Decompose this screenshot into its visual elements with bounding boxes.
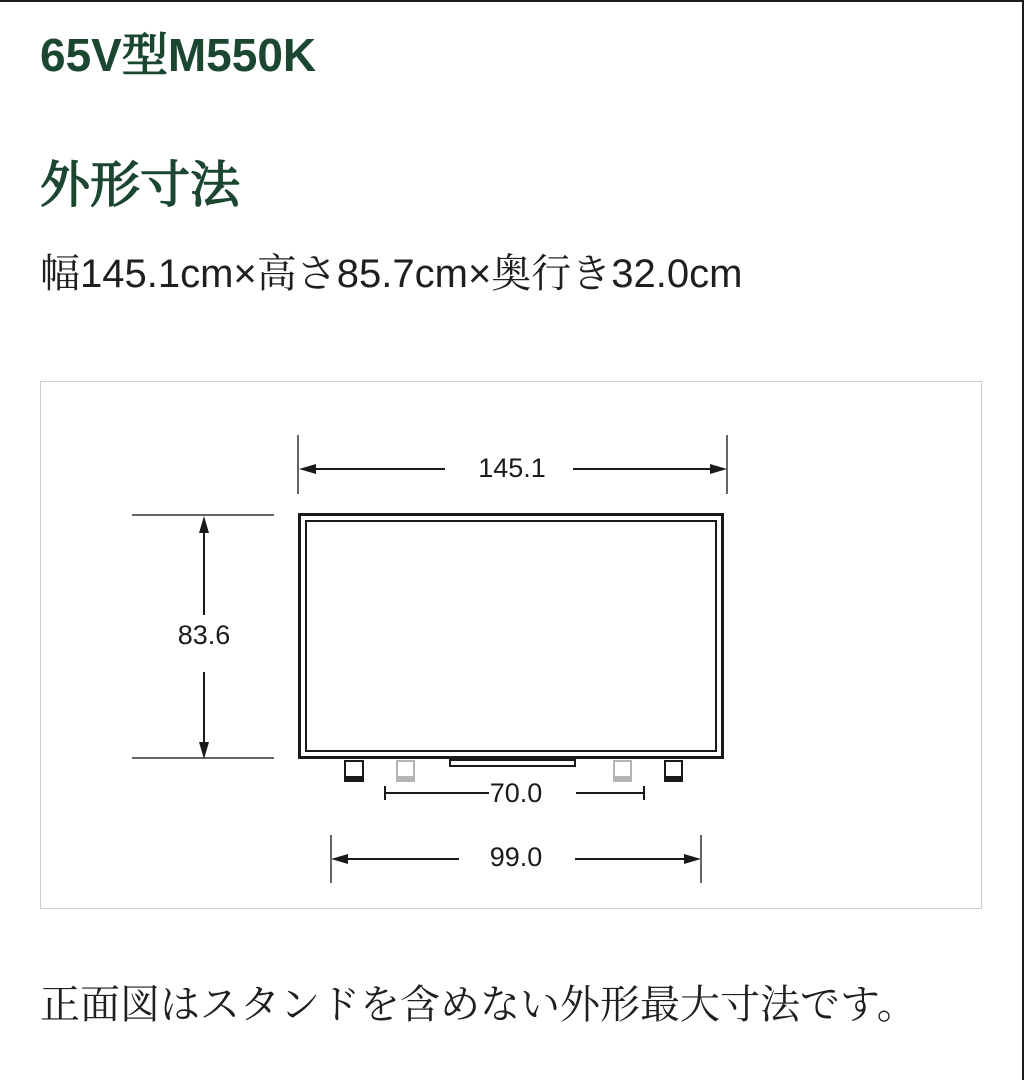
dim-line	[203, 531, 205, 615]
height-dimension-label: 83.6	[177, 620, 231, 650]
dimension-diagram	[40, 381, 982, 909]
width-dimension-label: 145.1	[478, 453, 546, 483]
stand-inner-dimension-label: 70.0	[489, 778, 543, 808]
dim-line	[576, 792, 645, 794]
note: 正面図はスタンドを含めない外形最大寸法です。	[40, 983, 917, 1027]
dimensions-summary: 幅145.1cm×高さ85.7cm×奥行き32.0cm	[40, 252, 743, 296]
tv-foot-outer-left	[344, 760, 364, 782]
tv-stand-plate	[449, 759, 576, 767]
tv-foot-inner-left-ghost	[396, 760, 415, 782]
dim-line	[313, 468, 445, 470]
window-edge-top	[0, 0, 1024, 2]
arrow-down-icon	[199, 742, 209, 759]
dim-line	[345, 858, 459, 860]
arrow-right-icon	[710, 464, 727, 474]
dim-line	[575, 858, 687, 860]
tv-foot-inner-right-ghost	[613, 760, 632, 782]
stand-outer-dimension-label: 99.0	[489, 842, 543, 872]
arrow-right-icon	[684, 854, 701, 864]
dim-line	[203, 672, 205, 744]
section-heading: 外形寸法	[40, 157, 240, 213]
tv-screen	[305, 520, 717, 752]
tv-foot-outer-right	[664, 760, 683, 782]
model-title: 65V型M550K	[40, 29, 317, 81]
dim-line	[573, 468, 711, 470]
